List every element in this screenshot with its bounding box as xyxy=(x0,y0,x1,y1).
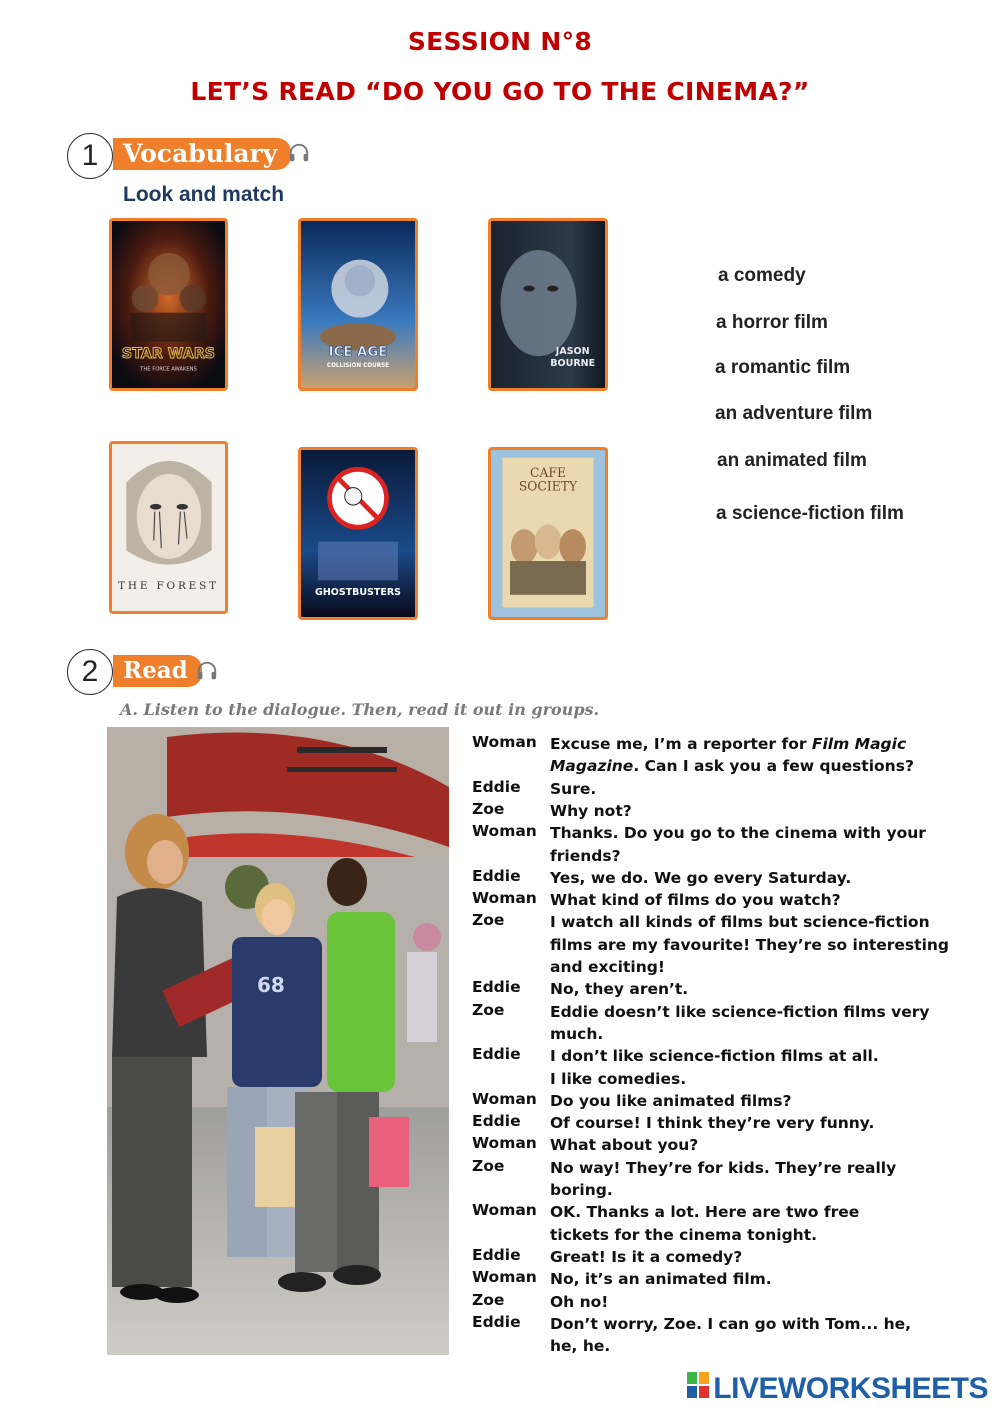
section-number-2: 2 xyxy=(67,649,113,695)
dialogue-speaker: Woman xyxy=(472,822,537,841)
poster-cafe-society-title: CAFÉ SOCIETY xyxy=(518,467,578,495)
svg-text:THE FORCE AWAKENS: THE FORCE AWAKENS xyxy=(140,366,197,373)
genre-item[interactable]: a science-fiction film xyxy=(716,503,904,524)
poster-the-forest xyxy=(109,441,228,614)
headphones-icon[interactable] xyxy=(288,142,310,164)
dialogue-line: friends? xyxy=(550,846,621,865)
dialogue-line: Excuse me, I’m a reporter for Film Magic xyxy=(550,735,907,753)
dialogue-line: I watch all kinds of films but science-fiction xyxy=(550,913,930,932)
dialogue-line: Why not? xyxy=(550,801,632,820)
poster-jason-bourne xyxy=(488,218,608,391)
dialogue-line: Eddie doesn’t like science-fiction films very xyxy=(550,1002,930,1021)
poster-star-wars-title: STAR WARS xyxy=(121,345,216,363)
dialogue-speaker: Woman xyxy=(472,1089,537,1108)
dialogue-speaker: Eddie xyxy=(472,777,521,796)
dialogue-speaker: Zoe xyxy=(472,911,505,930)
dialogue-speaker: Zoe xyxy=(472,1156,505,1175)
poster-ghostbusters-title: GHOSTBUSTERS xyxy=(315,586,401,598)
poster-ice-age-title: ICE AGE xyxy=(328,345,388,361)
dialogue-speaker: Woman xyxy=(472,1134,537,1153)
dialogue-line: OK. Thanks a lot. Here are two free xyxy=(550,1203,860,1222)
dialogue-line: tickets for the cinema tonight. xyxy=(550,1225,818,1244)
dialogue-speaker: Eddie xyxy=(472,1112,521,1131)
dialogue-speaker: Zoe xyxy=(472,799,505,818)
poster-ice-age xyxy=(298,218,418,391)
dialogue-line: Sure. xyxy=(550,779,597,798)
dialogue-speaker: Zoe xyxy=(472,1290,505,1309)
dialogue-line: No way! They’re for kids. They’re really xyxy=(550,1158,897,1177)
dialogue-speaker: Woman xyxy=(472,733,537,751)
dialogue-speaker: Zoe xyxy=(472,1000,505,1019)
dialogue-line: No, they aren’t. xyxy=(550,980,689,999)
dialogue-line: Do you like animated films? xyxy=(550,1091,792,1110)
dialogue-line: Yes, we do. We go every Saturday. xyxy=(550,868,852,887)
liveworksheets-logo[interactable] xyxy=(687,1371,988,1406)
genre-item[interactable]: an animated film xyxy=(717,450,867,471)
poster-star-wars xyxy=(109,218,228,391)
liveworksheets-icon xyxy=(687,1372,709,1406)
dialogue-speaker: Eddie xyxy=(472,978,521,997)
dialogue-line: Oh no! xyxy=(550,1292,609,1311)
dialogue-line: Thanks. Do you go to the cinema with your xyxy=(550,824,926,843)
poster-ghostbusters xyxy=(298,447,418,620)
dialogue-line: What about you? xyxy=(550,1136,699,1155)
dialogue-photo xyxy=(107,727,449,1355)
dialogue-speaker: Woman xyxy=(472,889,537,908)
dialogue-line: What kind of films do you watch? xyxy=(550,891,841,910)
dialogue-speaker: Eddie xyxy=(472,1312,521,1331)
svg-text:COLLISION COURSE: COLLISION COURSE xyxy=(326,362,390,369)
poster-jason-bourne-title: JASON BOURNE xyxy=(550,346,596,369)
dialogue-line: he, he. xyxy=(550,1337,611,1356)
genre-item[interactable]: an adventure film xyxy=(715,403,873,424)
read-tab: Read xyxy=(113,655,202,687)
dialogue-speaker: Woman xyxy=(472,1201,537,1220)
genre-item[interactable]: a romantic film xyxy=(715,357,851,378)
dialogue-line: Of course! I think they’re very funny. xyxy=(550,1114,875,1133)
dialogue-line: films are my favourite! They’re so interesting xyxy=(550,935,950,954)
dialogue-line: Magazine. Can I ask you a few questions? xyxy=(550,757,914,776)
dialogue-line: much. xyxy=(550,1024,604,1043)
section-number-1: 1 xyxy=(67,133,113,179)
page-title: LET’S READ “DO YOU GO TO THE CINEMA?” xyxy=(190,77,810,106)
poster-cafe-society xyxy=(488,447,608,620)
svg-text:68: 68 xyxy=(257,973,285,997)
genre-item[interactable]: a comedy xyxy=(718,265,806,286)
dialogue-line: Great! Is it a comedy? xyxy=(550,1247,743,1266)
liveworksheets-text: LIVEWORKSHEETS xyxy=(713,1372,988,1405)
poster-the-forest-title: THE FOREST xyxy=(118,579,219,592)
headphones-icon[interactable] xyxy=(196,660,218,682)
dialogue-line: Don’t worry, Zoe. I can go with Tom... he, xyxy=(550,1314,912,1333)
dialogue-line: No, it’s an animated film. xyxy=(550,1270,772,1289)
dialogue-speaker: Woman xyxy=(472,1268,537,1287)
read-instruction: A. Listen to the dialogue. Then, read it out in groups. xyxy=(120,700,600,719)
genre-item[interactable]: a horror film xyxy=(716,312,828,333)
dialogue-line: and exciting! xyxy=(550,958,665,976)
dialogue-line: I like comedies. xyxy=(550,1069,687,1088)
dialogue-speaker: Eddie xyxy=(472,866,521,885)
dialogue-speaker: Eddie xyxy=(472,1245,521,1264)
vocabulary-tab: Vocabulary xyxy=(113,138,291,170)
look-and-match-subtitle: Look and match xyxy=(123,183,285,206)
dialogue-line: I don’t like science-fiction films at all. xyxy=(550,1047,879,1066)
dialogue-speaker: Eddie xyxy=(472,1045,521,1064)
dialogue-line: boring. xyxy=(550,1181,613,1199)
session-title: SESSION N°8 xyxy=(407,27,593,56)
